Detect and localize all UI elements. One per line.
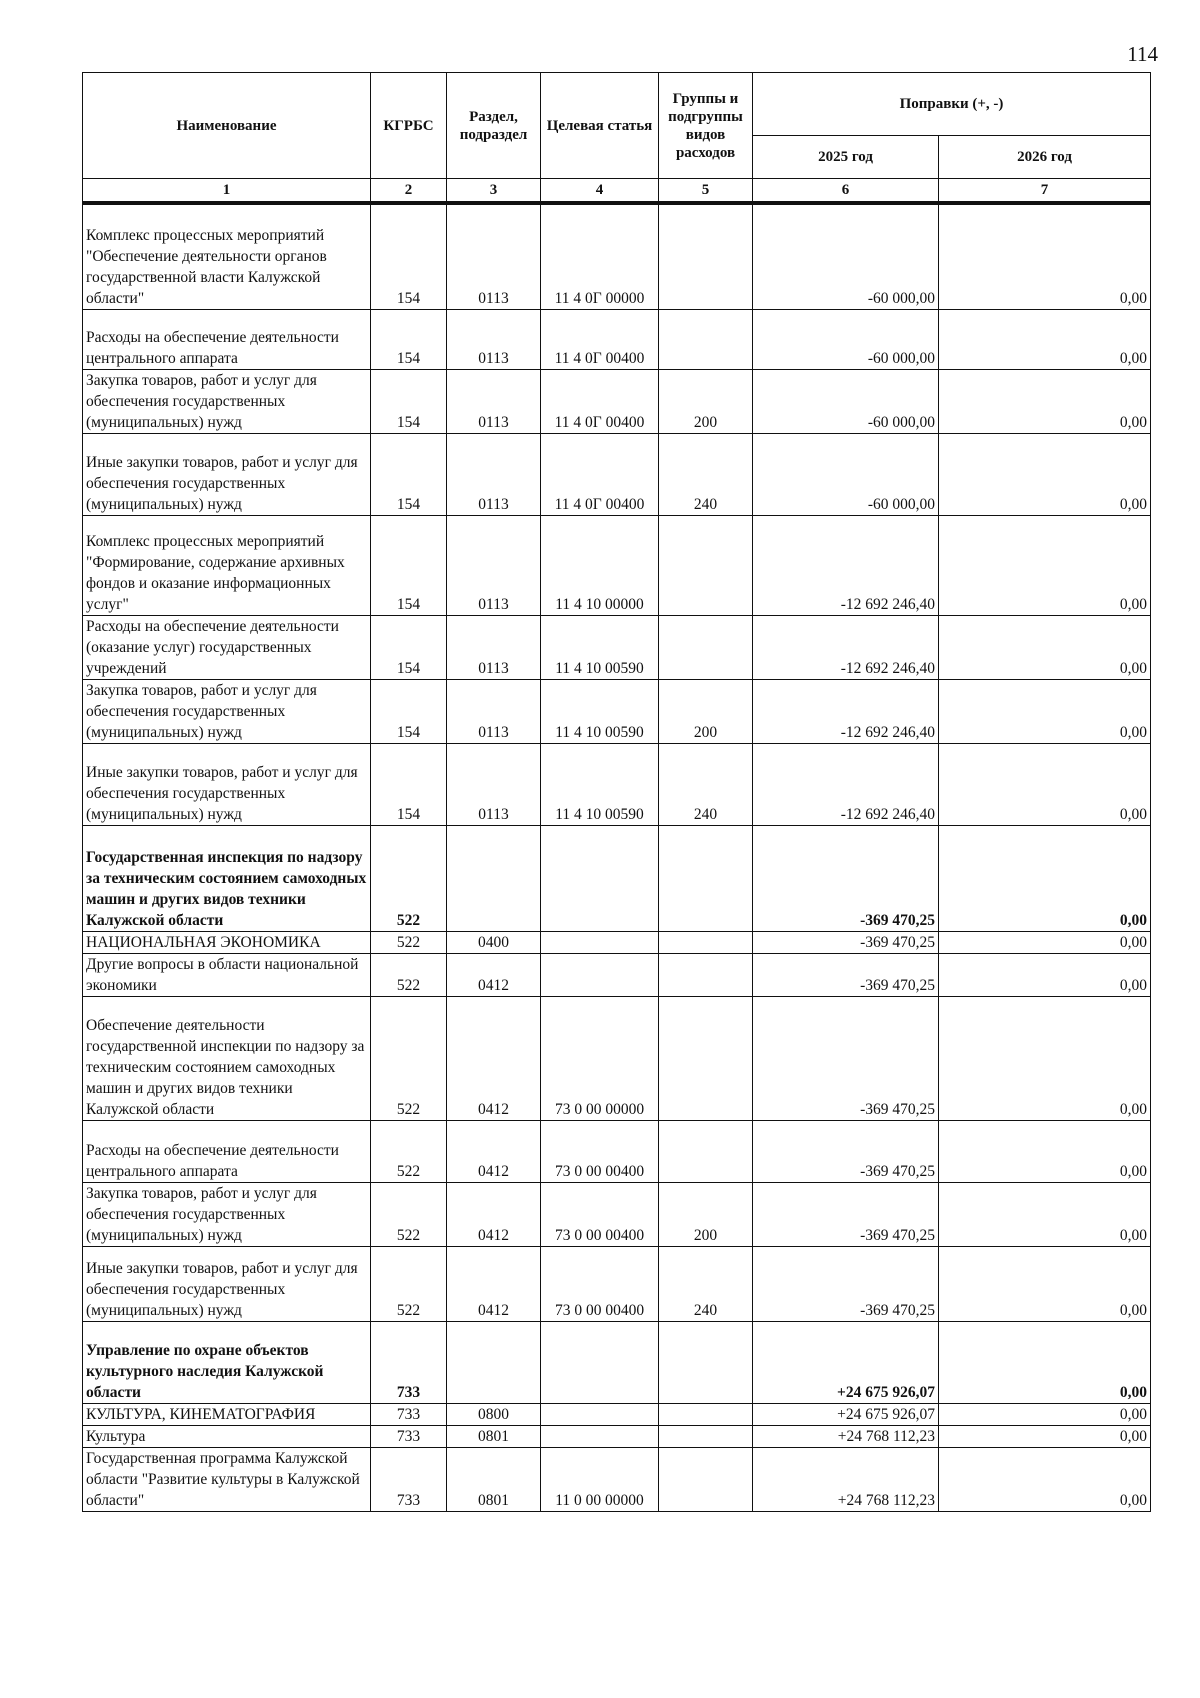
row-kgrbs: 733 — [371, 1321, 447, 1403]
row-kgrbs: 522 — [371, 1246, 447, 1321]
row-amount-2025: +24 675 926,07 — [753, 1321, 939, 1403]
row-name: Государственная инспекция по надзору за техническим состоянием самоходных машин и других видов техники Калужской области — [83, 825, 371, 931]
header-year-2026: 2026 год — [939, 136, 1151, 179]
table-row — [83, 825, 1151, 931]
row-section: 0113 — [447, 743, 541, 825]
row-target — [541, 1321, 659, 1403]
row-expense-group: 200 — [659, 369, 753, 433]
budget-amendments-table — [82, 72, 1151, 1512]
row-target — [541, 1403, 659, 1425]
row-amount-2026: 0,00 — [939, 433, 1151, 515]
table-row — [83, 203, 1151, 309]
row-expense-group — [659, 1120, 753, 1182]
header-name: Наименование — [83, 73, 371, 179]
row-name: НАЦИОНАЛЬНАЯ ЭКОНОМИКА — [83, 931, 371, 953]
budget-table-container — [82, 72, 1150, 1512]
row-amount-2025: -12 692 246,40 — [753, 679, 939, 743]
column-number: 1 — [83, 179, 371, 204]
row-expense-group: 200 — [659, 679, 753, 743]
row-section — [447, 1321, 541, 1403]
row-section — [447, 825, 541, 931]
row-amount-2026: 0,00 — [939, 1321, 1151, 1403]
row-amount-2026: 0,00 — [939, 1182, 1151, 1246]
row-kgrbs: 154 — [371, 309, 447, 369]
column-number: 3 — [447, 179, 541, 204]
row-amount-2026: 0,00 — [939, 996, 1151, 1120]
row-kgrbs: 522 — [371, 953, 447, 996]
row-target: 11 4 0Г 00400 — [541, 433, 659, 515]
row-section: 0412 — [447, 1182, 541, 1246]
row-target: 73 0 00 00400 — [541, 1182, 659, 1246]
table-row — [83, 1321, 1151, 1403]
table-row — [83, 615, 1151, 679]
row-amount-2026: 0,00 — [939, 679, 1151, 743]
row-expense-group: 240 — [659, 743, 753, 825]
row-amount-2025: -12 692 246,40 — [753, 515, 939, 615]
row-section: 0412 — [447, 1246, 541, 1321]
row-amount-2025: -369 470,25 — [753, 1182, 939, 1246]
table-row — [83, 953, 1151, 996]
row-amount-2025: -12 692 246,40 — [753, 615, 939, 679]
row-name: Иные закупки товаров, работ и услуг для обеспечения государственных (муниципальных) нужд — [83, 433, 371, 515]
row-target — [541, 825, 659, 931]
row-amount-2025: +24 768 112,23 — [753, 1447, 939, 1511]
table-row — [83, 679, 1151, 743]
row-expense-group: 240 — [659, 1246, 753, 1321]
row-target — [541, 1425, 659, 1447]
row-kgrbs: 522 — [371, 996, 447, 1120]
row-amount-2025: +24 768 112,23 — [753, 1425, 939, 1447]
row-target: 11 4 10 00590 — [541, 615, 659, 679]
header-row — [83, 73, 1151, 136]
row-amount-2026: 0,00 — [939, 203, 1151, 309]
row-amount-2026: 0,00 — [939, 743, 1151, 825]
row-name: КУЛЬТУРА, КИНЕМАТОГРАФИЯ — [83, 1403, 371, 1425]
row-kgrbs: 154 — [371, 369, 447, 433]
row-target — [541, 953, 659, 996]
row-name: Закупка товаров, работ и услуг для обеспечения государственных (муниципальных) нужд — [83, 1182, 371, 1246]
table-row — [83, 433, 1151, 515]
row-amount-2025: -369 470,25 — [753, 953, 939, 996]
table-row — [83, 1120, 1151, 1182]
row-expense-group — [659, 615, 753, 679]
row-amount-2026: 0,00 — [939, 1403, 1151, 1425]
row-amount-2026: 0,00 — [939, 1120, 1151, 1182]
header-amendments: Поправки (+, -) — [753, 73, 1151, 136]
row-amount-2025: -369 470,25 — [753, 825, 939, 931]
row-target: 73 0 00 00400 — [541, 1246, 659, 1321]
table-row — [83, 1425, 1151, 1447]
row-expense-group — [659, 996, 753, 1120]
row-amount-2026: 0,00 — [939, 615, 1151, 679]
row-section: 0801 — [447, 1447, 541, 1511]
row-amount-2026: 0,00 — [939, 309, 1151, 369]
column-number: 7 — [939, 179, 1151, 204]
row-name: Расходы на обеспечение деятельности центрального аппарата — [83, 309, 371, 369]
row-name: Другие вопросы в области национальной экономики — [83, 953, 371, 996]
row-expense-group — [659, 515, 753, 615]
row-kgrbs: 154 — [371, 203, 447, 309]
row-amount-2026: 0,00 — [939, 1447, 1151, 1511]
row-expense-group — [659, 1447, 753, 1511]
row-target: 11 0 00 00000 — [541, 1447, 659, 1511]
page-number: 114 — [1127, 42, 1158, 66]
row-name: Управление по охране объектов культурного наследия Калужской области — [83, 1321, 371, 1403]
row-name: Иные закупки товаров, работ и услуг для обеспечения государственных (муниципальных) нужд — [83, 743, 371, 825]
column-number: 2 — [371, 179, 447, 204]
table-row — [83, 1246, 1151, 1321]
row-section: 0412 — [447, 1120, 541, 1182]
row-name: Расходы на обеспечение деятельности (оказание услуг) государственных учреждений — [83, 615, 371, 679]
row-section: 0113 — [447, 369, 541, 433]
header-kgrbs: КГРБС — [371, 73, 447, 179]
row-target: 11 4 0Г 00400 — [541, 309, 659, 369]
row-target: 11 4 10 00590 — [541, 679, 659, 743]
table-body — [83, 203, 1151, 1511]
row-amount-2025: -60 000,00 — [753, 203, 939, 309]
table-row — [83, 369, 1151, 433]
row-amount-2026: 0,00 — [939, 515, 1151, 615]
row-section: 0113 — [447, 433, 541, 515]
row-amount-2025: -369 470,25 — [753, 1120, 939, 1182]
row-target: 73 0 00 00000 — [541, 996, 659, 1120]
row-amount-2025: -60 000,00 — [753, 369, 939, 433]
column-number: 4 — [541, 179, 659, 204]
header-groups: Группы и подгруппы видов расходов — [659, 73, 753, 179]
table-row — [83, 1447, 1151, 1511]
table-row — [83, 743, 1151, 825]
row-amount-2025: +24 675 926,07 — [753, 1403, 939, 1425]
row-target: 11 4 0Г 00400 — [541, 369, 659, 433]
row-expense-group — [659, 931, 753, 953]
row-section: 0801 — [447, 1425, 541, 1447]
row-name: Обеспечение деятельности государственной инспекции по надзору за техническим состоянием самоходных машин и других видов техники Калужской области — [83, 996, 371, 1120]
row-expense-group — [659, 953, 753, 996]
row-amount-2025: -60 000,00 — [753, 309, 939, 369]
row-kgrbs: 733 — [371, 1403, 447, 1425]
row-name: Комплекс процессных мероприятий "Обеспечение деятельности органов государственной власти Калужской области" — [83, 203, 371, 309]
row-amount-2025: -12 692 246,40 — [753, 743, 939, 825]
row-expense-group — [659, 1425, 753, 1447]
table-row — [83, 1182, 1151, 1246]
row-section: 0113 — [447, 203, 541, 309]
row-kgrbs: 154 — [371, 679, 447, 743]
row-amount-2025: -60 000,00 — [753, 433, 939, 515]
row-section: 0113 — [447, 679, 541, 743]
row-name: Культура — [83, 1425, 371, 1447]
row-section: 0113 — [447, 615, 541, 679]
row-amount-2026: 0,00 — [939, 953, 1151, 996]
row-expense-group: 240 — [659, 433, 753, 515]
row-expense-group: 200 — [659, 1182, 753, 1246]
row-name: Расходы на обеспечение деятельности центрального аппарата — [83, 1120, 371, 1182]
row-target — [541, 931, 659, 953]
row-target: 11 4 10 00590 — [541, 743, 659, 825]
row-section: 0400 — [447, 931, 541, 953]
header-target: Целевая статья — [541, 73, 659, 179]
row-amount-2026: 0,00 — [939, 825, 1151, 931]
row-name: Иные закупки товаров, работ и услуг для обеспечения государственных (муниципальных) нужд — [83, 1246, 371, 1321]
row-kgrbs: 733 — [371, 1447, 447, 1511]
table-row — [83, 1403, 1151, 1425]
row-expense-group — [659, 1321, 753, 1403]
table-row — [83, 309, 1151, 369]
row-target: 73 0 00 00400 — [541, 1120, 659, 1182]
row-kgrbs: 733 — [371, 1425, 447, 1447]
table-row — [83, 515, 1151, 615]
row-name: Закупка товаров, работ и услуг для обеспечения государственных (муниципальных) нужд — [83, 679, 371, 743]
row-expense-group — [659, 309, 753, 369]
row-amount-2025: -369 470,25 — [753, 931, 939, 953]
row-section: 0412 — [447, 953, 541, 996]
column-number: 5 — [659, 179, 753, 204]
row-expense-group — [659, 203, 753, 309]
row-name: Государственная программа Калужской области "Развитие культуры в Калужской области" — [83, 1447, 371, 1511]
row-amount-2025: -369 470,25 — [753, 1246, 939, 1321]
row-section: 0113 — [447, 515, 541, 615]
row-kgrbs: 522 — [371, 1182, 447, 1246]
row-amount-2025: -369 470,25 — [753, 996, 939, 1120]
row-amount-2026: 0,00 — [939, 931, 1151, 953]
table-row — [83, 931, 1151, 953]
row-expense-group — [659, 825, 753, 931]
column-number: 6 — [753, 179, 939, 204]
row-target: 11 4 10 00000 — [541, 515, 659, 615]
row-kgrbs: 522 — [371, 825, 447, 931]
row-amount-2026: 0,00 — [939, 1246, 1151, 1321]
row-amount-2026: 0,00 — [939, 369, 1151, 433]
row-section: 0113 — [447, 309, 541, 369]
row-kgrbs: 154 — [371, 433, 447, 515]
header-year-2025: 2025 год — [753, 136, 939, 179]
row-kgrbs: 522 — [371, 931, 447, 953]
row-kgrbs: 154 — [371, 743, 447, 825]
row-kgrbs: 522 — [371, 1120, 447, 1182]
header-section: Раздел, подраздел — [447, 73, 541, 179]
table-row — [83, 996, 1151, 1120]
row-name: Комплекс процессных мероприятий "Формирование, содержание архивных фондов и оказание информационных услуг" — [83, 515, 371, 615]
row-kgrbs: 154 — [371, 615, 447, 679]
row-name: Закупка товаров, работ и услуг для обеспечения государственных (муниципальных) нужд — [83, 369, 371, 433]
row-kgrbs: 154 — [371, 515, 447, 615]
row-expense-group — [659, 1403, 753, 1425]
row-amount-2026: 0,00 — [939, 1425, 1151, 1447]
row-section: 0412 — [447, 996, 541, 1120]
row-target: 11 4 0Г 00000 — [541, 203, 659, 309]
row-section: 0800 — [447, 1403, 541, 1425]
column-numbers-row — [83, 179, 1151, 204]
